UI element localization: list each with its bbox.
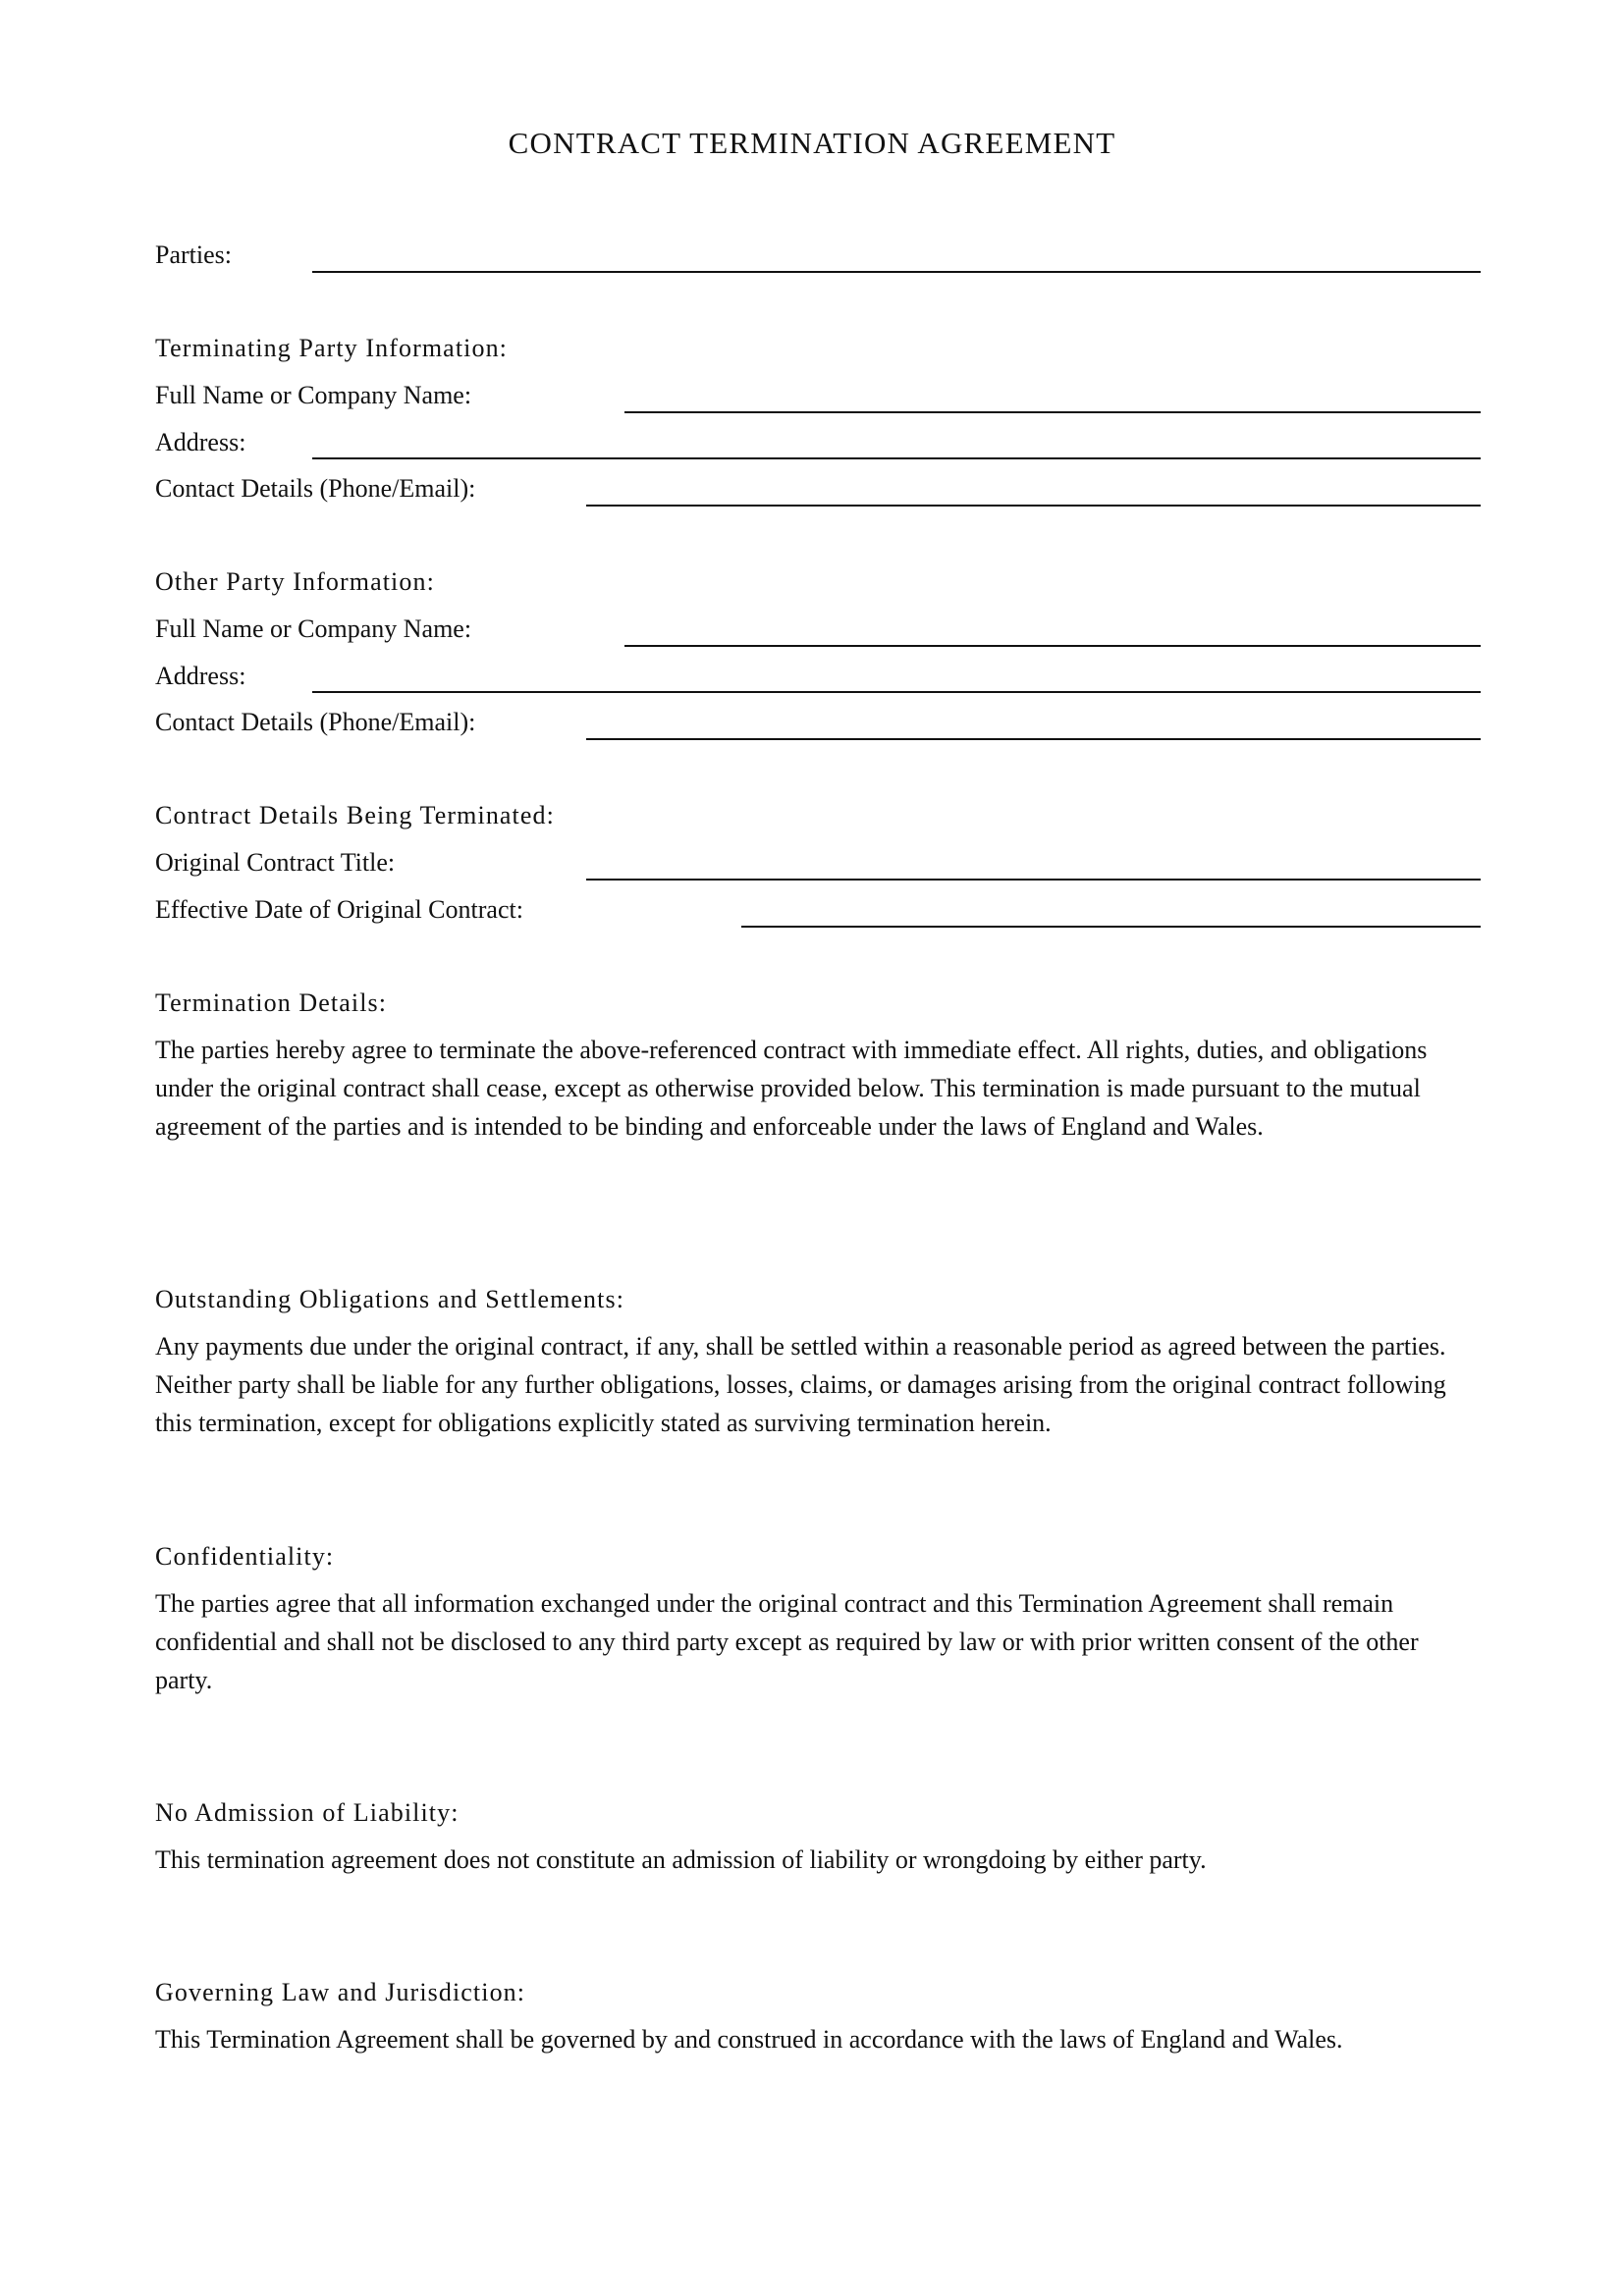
termination-details-heading: Termination Details: (155, 988, 388, 1017)
terminating-name-field[interactable] (624, 411, 1481, 413)
confidentiality-heading: Confidentiality: (155, 1542, 335, 1571)
terminating-name-label: Full Name or Company Name: (155, 381, 472, 409)
terminating-address-label: Address: (155, 428, 246, 456)
other-address-label: Address: (155, 662, 246, 690)
contract-details-heading: Contract Details Being Terminated: (155, 801, 555, 829)
terminating-address-field[interactable] (312, 457, 1481, 459)
obligations-text: Any payments due under the original contract, if any, shall be settled within a reasonable period as agreed between the parties. Neither party shall be liable for any further obligations, losses, claims, or damages arising from the original contract following this termination, except for obligations explicitly stated as surviving termination herein. (155, 1332, 1446, 1437)
terminating-contact-label: Contact Details (Phone/Email): (155, 474, 476, 503)
liability-text: This termination agreement does not constitute an admission of liability or wrongdoing by either party. (155, 1845, 1207, 1874)
governing-law-text: This Termination Agreement shall be governed by and construed in accordance with the laws of England and Wales. (155, 2025, 1343, 2054)
liability-heading: No Admission of Liability: (155, 1798, 460, 1827)
other-name-label: Full Name or Company Name: (155, 614, 472, 643)
effective-date-field[interactable] (741, 926, 1481, 928)
contract-title-field[interactable] (586, 879, 1481, 881)
obligations-heading: Outstanding Obligations and Settlements: (155, 1285, 625, 1313)
governing-law-heading: Governing Law and Jurisdiction: (155, 1978, 526, 2006)
termination-details-text: The parties hereby agree to terminate the above-referenced contract with immediate effect. All rights, duties, and obligations under the original contract shall cease, except as otherwise provided below. This termination is made pursuant to the mutual agreement of the parties and is intended to be binding and enforceable under the laws of England and Wales. (155, 1036, 1428, 1141)
other-address-field[interactable] (312, 691, 1481, 693)
confidentiality-text: The parties agree that all information exchanged under the original contract and this Termination Agreement shall remain confidential and shall not be disclosed to any third party except as required by law or with prior written consent of the other party. (155, 1589, 1419, 1694)
terminating-party-heading: Terminating Party Information: (155, 334, 508, 362)
other-contact-label: Contact Details (Phone/Email): (155, 708, 476, 736)
effective-date-label: Effective Date of Original Contract: (155, 895, 523, 924)
document-title: CONTRACT TERMINATION AGREEMENT (508, 126, 1116, 160)
terminating-contact-field[interactable] (586, 505, 1481, 507)
parties-field[interactable] (312, 271, 1481, 273)
parties-label: Parties: (155, 240, 232, 269)
other-party-heading: Other Party Information: (155, 567, 435, 596)
other-name-field[interactable] (624, 645, 1481, 647)
other-contact-field[interactable] (586, 738, 1481, 740)
contract-title-label: Original Contract Title: (155, 848, 396, 877)
